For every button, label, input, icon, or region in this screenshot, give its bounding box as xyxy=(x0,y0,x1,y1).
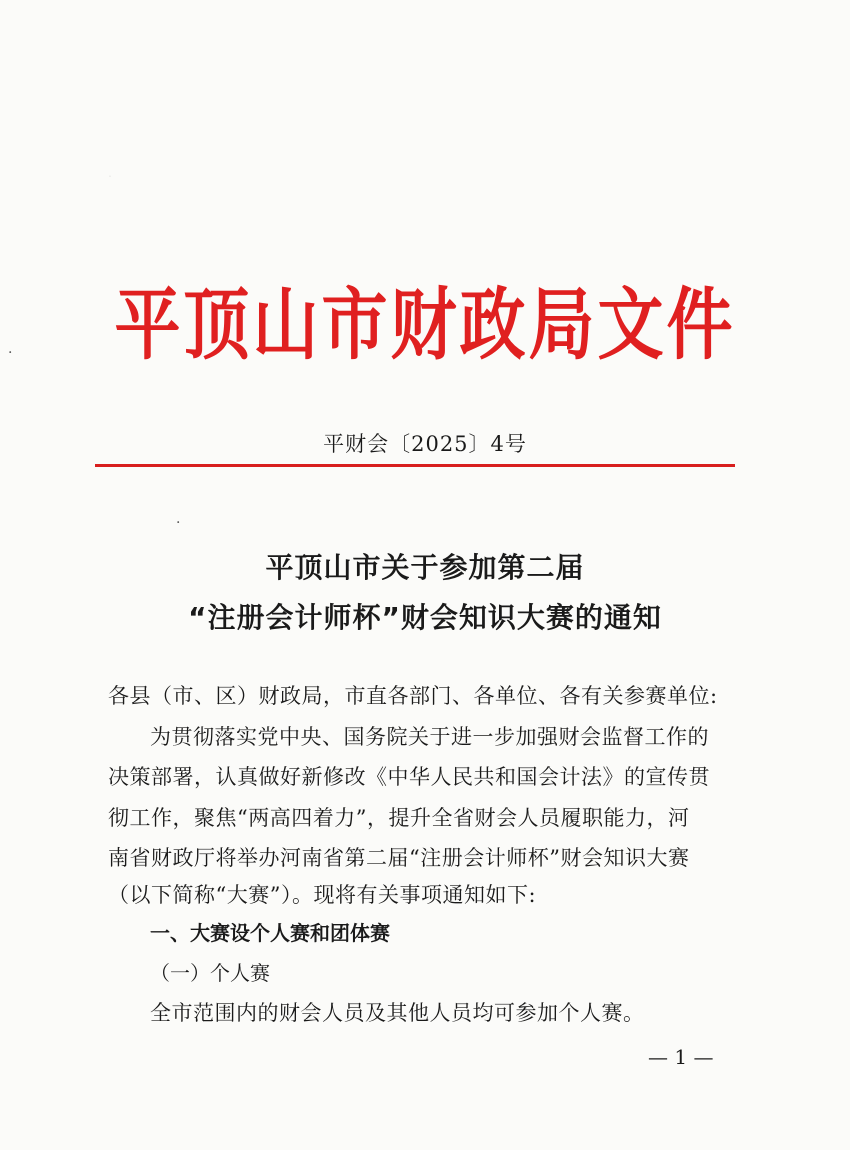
page-number: — 1 — xyxy=(648,1045,714,1069)
bleed-through-text: ׅ xyxy=(110,154,618,178)
scan-speck: · xyxy=(8,345,13,361)
paragraph-line: 决策部署，认真做好新修改《中华人民共和国会计法》的宣传贯 xyxy=(108,765,710,789)
addressee-line: 各县（市、区）财政局，市直各部门、各单位、各有关参赛单位: xyxy=(108,684,718,708)
notice-title-line-2: “注册会计师杯”财会知识大赛的通知 xyxy=(188,601,662,634)
paragraph-line: （以下简称“大赛”）。现将有关事项通知如下: xyxy=(108,883,537,907)
document-header-title: 平顶山市财政局文件 xyxy=(114,279,736,371)
scan-speck: · xyxy=(176,515,181,531)
paragraph-line: 彻工作，聚焦“两高四着力”，提升全省财会人员履职能力，河 xyxy=(108,806,690,830)
subsection-heading: （一）个人赛 xyxy=(150,961,270,985)
header-divider xyxy=(95,464,735,467)
paragraph-line: 南省财政厅将举办河南省第二届“注册会计师杯”财会知识大赛 xyxy=(108,846,690,870)
section-heading: 一、大赛设个人赛和团体赛 xyxy=(150,921,390,945)
paragraph-line: 为贯彻落实党中央、国务院关于进一步加强财会监督工作的 xyxy=(150,725,709,749)
document-number: 平财会〔2025〕4号 xyxy=(323,432,527,456)
paragraph-line: 全市范围内的财会人员及其他人员均可参加个人赛。 xyxy=(150,1001,645,1025)
notice-title-line-1: 平顶山市关于参加第二届 xyxy=(265,551,585,584)
